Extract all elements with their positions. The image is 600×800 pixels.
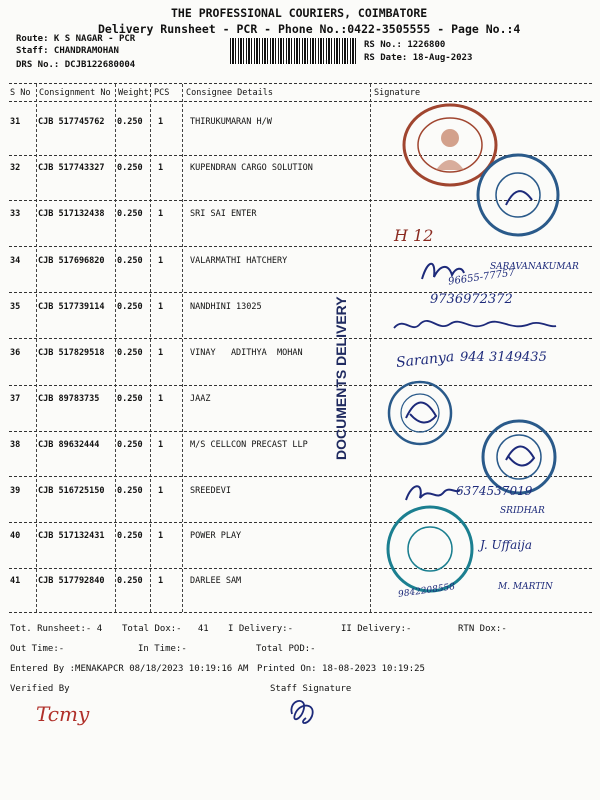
- i-delivery: I Delivery:-: [228, 624, 294, 634]
- rs-date: RS Date: 18-Aug-2023: [364, 53, 473, 63]
- col-signature: Signature: [374, 88, 421, 98]
- row-36-sno: 36: [10, 348, 21, 358]
- row-35-sno: 35: [10, 302, 21, 312]
- row-38-consignee: M/S CELLCON PRECAST LLP: [190, 440, 308, 450]
- row-41-pcs: 1: [158, 576, 164, 586]
- row-35-consignee: NANDHINI 13025: [190, 302, 262, 312]
- row-40-weight: 0.250: [117, 531, 143, 541]
- total-dox: Total Dox:- 41: [122, 624, 209, 634]
- barcode: [230, 38, 356, 64]
- rs-number: RS No.: 1226800: [364, 40, 446, 50]
- row-35-consignment: CJB 517739114: [38, 302, 105, 312]
- row-34-consignment: CJB 517696820: [38, 256, 105, 266]
- power-play-seal-stamp: [384, 502, 476, 596]
- col-divider: [36, 84, 37, 612]
- row-41-phone: 9842208558: [397, 582, 456, 600]
- row-35-phone: 9736972372: [430, 292, 513, 307]
- row-39-consignee: SREEDEVI: [190, 486, 231, 496]
- row-36-weight: 0.250: [117, 348, 143, 358]
- col-weight: Weight: [118, 88, 149, 98]
- row-33-consignee: SRI SAI ENTER: [190, 209, 257, 219]
- row-divider: [9, 246, 592, 247]
- row-39-sno: 39: [10, 486, 21, 496]
- staff-label: Staff: CHANDRAMOHAN: [16, 46, 119, 56]
- header-rule-bottom: [9, 101, 592, 102]
- row-34-weight: 0.250: [117, 256, 143, 266]
- row-divider: [9, 568, 592, 569]
- row-35-pcs: 1: [158, 302, 164, 312]
- row-36-consignment: CJB 517829518: [38, 348, 105, 358]
- printed-on: Printed On: 18-08-2023 10:19:25: [257, 664, 425, 674]
- in-time: In Time:-: [138, 644, 187, 654]
- total-pod: Total POD:-: [256, 644, 316, 654]
- staff-signature-scribble: [286, 694, 326, 728]
- row-31-consignment: CJB 517745762: [38, 117, 105, 127]
- col-divider: [182, 84, 183, 612]
- row-41-weight: 0.250: [117, 576, 143, 586]
- row-32-sno: 32: [10, 163, 21, 173]
- row-34-phone: 96655-77757: [447, 267, 516, 288]
- row-38-pcs: 1: [158, 440, 164, 450]
- row-40-pcs: 1: [158, 531, 164, 541]
- row-32-consignee: KUPENDRAN CARGO SOLUTION: [190, 163, 313, 173]
- row-38-consignment: CJB 89632444: [38, 440, 100, 450]
- row-33-signature: H 12: [394, 226, 434, 245]
- row-35-weight: 0.250: [117, 302, 143, 312]
- row-35-signature-scribble: [390, 312, 560, 338]
- row-39-consignment: CJB 516725150: [38, 486, 105, 496]
- row-36-phone: 944 3149435: [460, 350, 547, 365]
- row-40-signature: J. Uffaija: [480, 538, 532, 552]
- row-divider: [9, 522, 592, 523]
- row-37-weight: 0.250: [117, 394, 143, 404]
- row-41-name: M. MARTIN: [498, 582, 553, 592]
- row-31-weight: 0.250: [117, 117, 143, 127]
- row-31-consignee: THIRUKUMARAN H/W: [190, 117, 272, 127]
- documents-delivery-stamp: [333, 296, 353, 460]
- tot-runsheet: Tot. Runsheet:- 4: [10, 624, 103, 634]
- row-32-weight: 0.250: [117, 163, 143, 173]
- row-32-pcs: 1: [158, 163, 164, 173]
- entered-by: Entered By :MENAKAPCR 08/18/2023 10:19:16 AM: [10, 664, 249, 674]
- header-rule-top: [9, 83, 592, 84]
- row-38-sno: 38: [10, 440, 21, 450]
- row-38-weight: 0.250: [117, 440, 143, 450]
- company-title: THE PROFESSIONAL COURIERS, COIMBATORE: [171, 6, 428, 20]
- verified-by-label: Verified By: [10, 684, 70, 694]
- row-34-consignee: VALARMATHI HATCHERY: [190, 256, 288, 266]
- row-40-consignee: POWER PLAY: [190, 531, 242, 541]
- row-41-sno: 41: [10, 576, 21, 586]
- route-label: Route: K S NAGAR - PCR: [16, 34, 136, 44]
- row-37-pcs: 1: [158, 394, 164, 404]
- row-37-sno: 37: [10, 394, 21, 404]
- row-36-consignee: VINAY ADITHYA MOHAN: [190, 348, 303, 358]
- col-divider: [115, 84, 116, 612]
- drs-number: DRS No.: DCJB122680004: [16, 60, 136, 70]
- row-divider: [9, 612, 592, 613]
- rtn-dox: RTN Dox:-: [458, 624, 507, 634]
- row-36-pcs: 1: [158, 348, 164, 358]
- row-34-name: SARAVANAKUMAR: [490, 262, 579, 272]
- row-31-pcs: 1: [158, 117, 164, 127]
- row-divider: [9, 338, 592, 339]
- row-39-phone: 6374537019: [456, 484, 533, 498]
- row-39-pcs: 1: [158, 486, 164, 496]
- row-34-pcs: 1: [158, 256, 164, 266]
- jaaz-seal-stamp: [380, 378, 460, 448]
- row-41-consignee: DARLEE SAM: [190, 576, 242, 586]
- row-33-pcs: 1: [158, 209, 164, 219]
- row-divider: [9, 385, 592, 386]
- documents-delivery-text: DOCUMENTS DELIVERY: [333, 296, 349, 460]
- ii-delivery: II Delivery:-: [341, 624, 412, 634]
- row-31-sno: 31: [10, 117, 21, 127]
- row-40-consignment: CJB 517132431: [38, 531, 105, 541]
- row-34-sno: 34: [10, 256, 21, 266]
- out-time: Out Time:-: [10, 644, 65, 654]
- row-33-consignment: CJB 517132438: [38, 209, 105, 219]
- staff-signature-label: Staff Signature: [270, 684, 352, 694]
- cargo-solutions-seal-stamp: [470, 150, 566, 240]
- row-32-consignment: CJB 517743327: [38, 163, 105, 173]
- col-divider: [150, 84, 151, 612]
- row-36-name: Saranya: [395, 348, 455, 372]
- verified-signature: Tcmy: [36, 702, 90, 726]
- row-33-sno: 33: [10, 209, 21, 219]
- col-consignment: Consignment No: [39, 88, 111, 98]
- row-39-name: SRIDHAR: [500, 506, 545, 516]
- row-37-consignee: JAAZ: [190, 394, 211, 404]
- col-consignee: Consignee Details: [186, 88, 273, 98]
- row-41-consignment: CJB 517792840: [38, 576, 105, 586]
- row-33-weight: 0.250: [117, 209, 143, 219]
- row-39-weight: 0.250: [117, 486, 143, 496]
- row-40-sno: 40: [10, 531, 21, 541]
- row-37-consignment: CJB 89783735: [38, 394, 100, 404]
- row-39-signature-scribble: [402, 478, 462, 512]
- col-divider: [370, 84, 371, 612]
- runsheet-subtitle: Delivery Runsheet - PCR - Phone No.:0422-3505555 - Page No.:4: [98, 22, 521, 36]
- col-sno: S No: [10, 88, 31, 98]
- col-pcs: PCS: [154, 88, 170, 98]
